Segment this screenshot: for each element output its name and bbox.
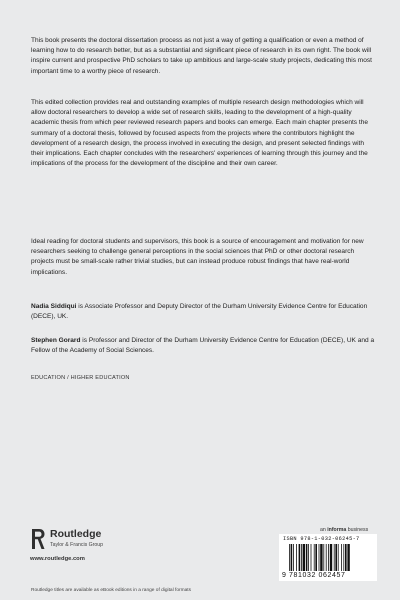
barcode-number: 9 781032 062457	[282, 572, 346, 579]
routledge-logo-icon	[30, 527, 46, 551]
author-bio-text-2: is Professor and Director of the Durham University Evidence Centre for Education (DECE), UK and a Fellow of the Academy of Social Sciences.	[31, 337, 375, 355]
author-name-2: Stephen Gorard	[31, 337, 81, 344]
blurb-paragraph-2: This edited collection provides real and outstanding examples of multiple research design methodologies which will allow doctoral researchers to develop a wide set of research skills, leading to the development of a high-quality academic thesis from which peer reviewed research papers and books can emerge. Each main chapter presents the summary of a doctoral thesis, followed by focused aspects from the projects where the contributors highlight the development of a research design, the process involved in executing the design, and present selected findings with their implications. Each chapter concludes with the researchers' experiences of learning through this journey and the implications of the process for the development of the discipline and their own career.	[31, 99, 368, 168]
footer-note: Routledge titles are available as eBook editions in a range of digital formats	[31, 588, 191, 593]
blurb-paragraph-3: Ideal reading for doctoral students and supervisors, this book is a source of encouragement and motivation for new researchers seeking to challenge general perceptions in the social sciences that PhD or other doctoral research projects must be small-scale rather trivial studies, but can instead produce robust findings that have real-world implications.	[31, 238, 364, 276]
barcode-stripe	[334, 544, 335, 571]
author-bio-2	[31, 336, 375, 356]
barcode-stripe	[347, 544, 349, 571]
publisher-block	[30, 527, 140, 569]
barcode-stripe	[343, 544, 344, 571]
barcode-stripe	[345, 544, 347, 571]
publisher-group: Taylor & Francis Group	[50, 542, 104, 548]
barcode-stripe	[311, 544, 312, 571]
subject-category: EDUCATION / HIGHER EDUCATION	[31, 375, 130, 381]
informa-suffix: business	[346, 527, 369, 533]
barcode-stripe	[328, 544, 329, 571]
author-bio-1	[31, 302, 375, 322]
barcode-stripe	[291, 544, 293, 571]
barcode-stripe	[326, 544, 327, 571]
barcode-stripe	[301, 544, 302, 571]
publisher-url[interactable]: www.routledge.com	[30, 556, 85, 562]
blurb-paragraph-1: This book presents the doctoral dissertation process as not just a way of getting a qualification or even a method of learning how to do research better, but as a substantial and significant piece of research in its own right. The book will inspire current and prospective PhD scholars to take up ambitious and large-scale study projects, dedicating this most important time to a worthy piece of research.	[31, 37, 372, 75]
barcode-stripe	[308, 544, 309, 571]
barcode-stripe	[315, 544, 317, 571]
barcode-stripe	[338, 544, 339, 571]
barcode-stripe	[323, 544, 324, 571]
barcode-icon	[289, 544, 369, 571]
barcode-stripe	[296, 544, 297, 571]
barcode-stripe	[330, 544, 332, 571]
barcode-stripe	[319, 544, 320, 571]
barcode-stripe	[293, 544, 294, 571]
informa-prefix: an	[320, 527, 328, 533]
informa-brand: informa	[327, 527, 347, 533]
barcode-stripe	[314, 544, 315, 571]
barcode-stripe	[341, 544, 342, 571]
barcode-stripe	[289, 544, 290, 571]
publisher-name: Routledge	[50, 528, 102, 540]
barcode-stripe	[335, 544, 337, 571]
barcode-box	[279, 534, 377, 581]
isbn-text: ISBN 978-1-032-06245-7	[283, 536, 360, 542]
barcode-stripe	[320, 544, 322, 571]
barcode-stripe	[306, 544, 308, 571]
barcode-stripe	[299, 544, 301, 571]
author-name-1: Nadia Siddiqui	[31, 303, 77, 310]
author-bio-text-1: is Associate Professor and Deputy Director of the Durham University Evidence Centre for Education (DECE), UK.	[31, 303, 368, 321]
barcode-stripe	[303, 544, 305, 571]
informa-tagline	[320, 527, 368, 533]
